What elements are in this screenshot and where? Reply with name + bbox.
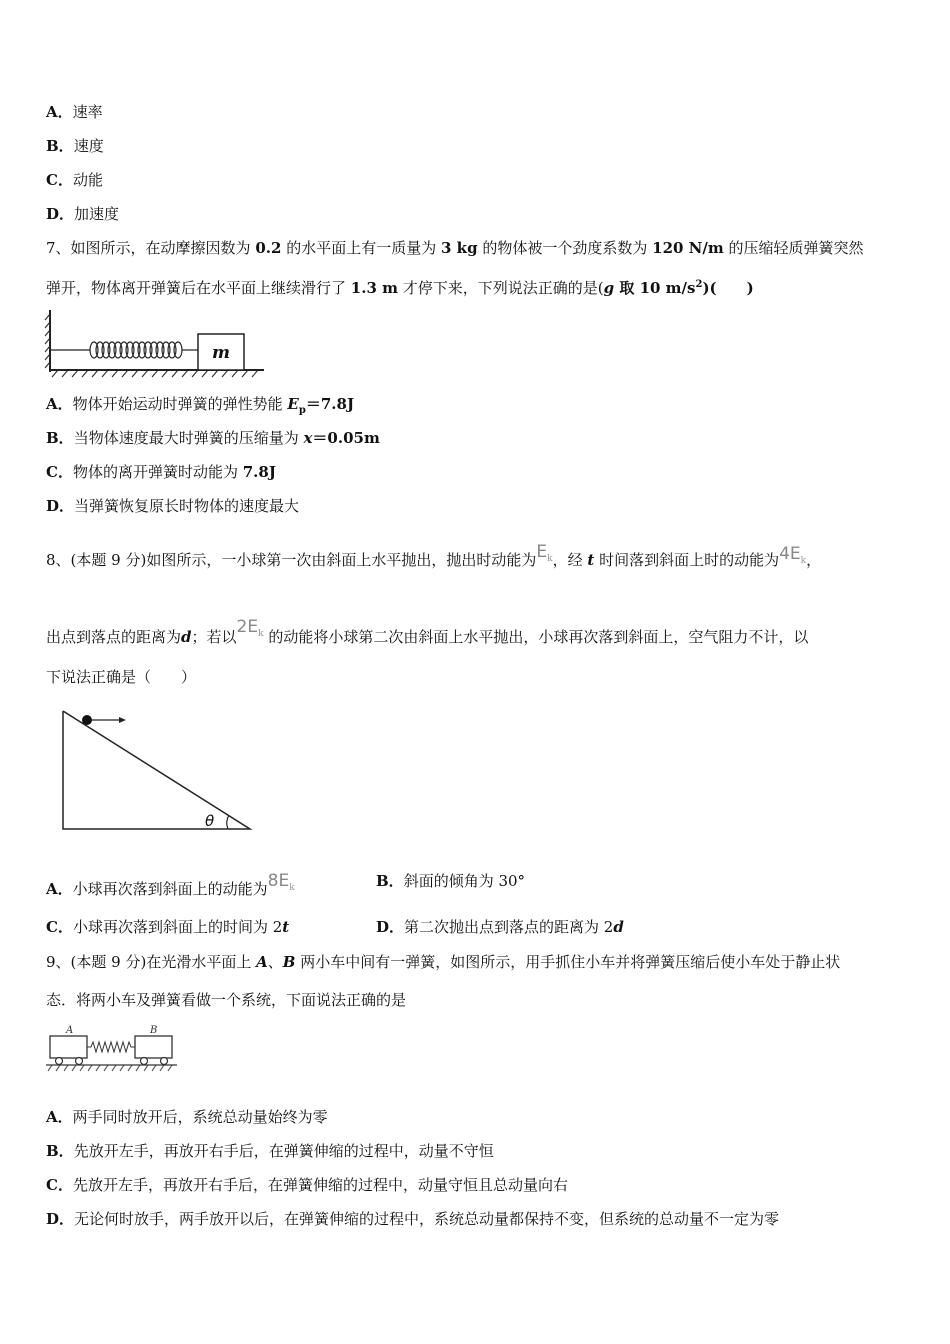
q7-option-d: D．当弹簧恢复原长时物体的速度最大 bbox=[46, 497, 300, 515]
q8-stem-line2: 出点到落点的距离为d；若以$2E^k$ 的动能将小球第二次由斜面上水平抛出，小球再次落到斜面上，空气阻力不计，以 bbox=[46, 617, 809, 646]
q9-option-a: A．两手同时放开后，系统总动量始终为零 bbox=[46, 1108, 328, 1126]
q6-option-a: A．速率 bbox=[46, 103, 103, 121]
q7-option-a: A．物体开始运动时弹簧的弹性势能 $E_p=7.8J$ bbox=[46, 395, 355, 416]
cart-b bbox=[135, 1036, 172, 1058]
q8-option-c: C．小球再次落到斜面上的时间为 2t bbox=[46, 918, 290, 936]
q7-stem-line1: 7、如图所示，在动摩擦因数为 0.2 的水平面上有一质量为 3 kg 的物体被一个劲度系数为 120 N/m 的压缩轻质弹簧突然 bbox=[46, 239, 864, 257]
q7-stem-line2: 弹开，物体离开弹簧后在水平面上继续滑行了 1.3 m 才停下来，下列说法正确的是(g 取 10 $m/s^2$)( ) bbox=[46, 279, 754, 297]
q8-stem-line1: 8、(本题 9 分)如图所示，一小球第一次由斜面上水平抛出，抛出时动能为$E^k$，经 t 时间落到斜面上时的动能为4Ek， bbox=[46, 542, 822, 569]
q8-option-d: D．第二次抛出点到落点的距离为 2d bbox=[376, 918, 624, 936]
spring-block-figure bbox=[44, 308, 269, 380]
cart-a bbox=[50, 1036, 87, 1058]
q9-option-d: D．无论何时放手，两手放开以后，在弹簧伸缩的过程中，系统总动量都保持不变，但系统的总动量不一定为零 bbox=[46, 1210, 780, 1228]
incline-figure bbox=[58, 705, 258, 835]
q8-option-b: B．斜面的倾角为 30° bbox=[376, 872, 526, 890]
q6-option-b: B．速度 bbox=[46, 137, 104, 155]
q7-option-b: B．当物体速度最大时弹簧的压缩量为 x＝0.05m bbox=[46, 429, 380, 447]
q9-option-b: B．先放开左手，再放开右手后，在弹簧伸缩的过程中，动量不守恒 bbox=[46, 1142, 494, 1160]
theta-label: θ bbox=[205, 812, 215, 830]
cart-b-label: B bbox=[150, 1025, 158, 1036]
q9-option-c: C．先放开左手，再放开右手后，在弹簧伸缩的过程中，动量守恒且总动量向右 bbox=[46, 1176, 568, 1194]
q8-option-a: A．小球再次落到斜面上的动能为$8E^k$ bbox=[46, 871, 295, 898]
q6-option-c: C．动能 bbox=[46, 171, 103, 189]
carts-figure bbox=[44, 1022, 179, 1074]
cart-a-label: A bbox=[66, 1025, 74, 1036]
q9-stem-line2: 态．将两小车及弹簧看做一个系统，下面说法正确的是 bbox=[46, 991, 407, 1009]
spring bbox=[87, 1042, 135, 1052]
q9-stem-line1: 9、(本题 9 分)在光滑水平面上 A、B 两小车中间有一弹簧，如图所示，用手抓住小车并将弹簧压缩后使小车处于静止状 bbox=[46, 953, 841, 971]
q7-option-c: C．物体的离开弹簧时动能为 7.8J bbox=[46, 463, 276, 481]
block-label: m bbox=[212, 343, 230, 363]
q8-stem-line3: 下说法正确是（ ） bbox=[46, 668, 197, 686]
ball bbox=[82, 715, 92, 725]
q6-option-d: D．加速度 bbox=[46, 205, 120, 223]
